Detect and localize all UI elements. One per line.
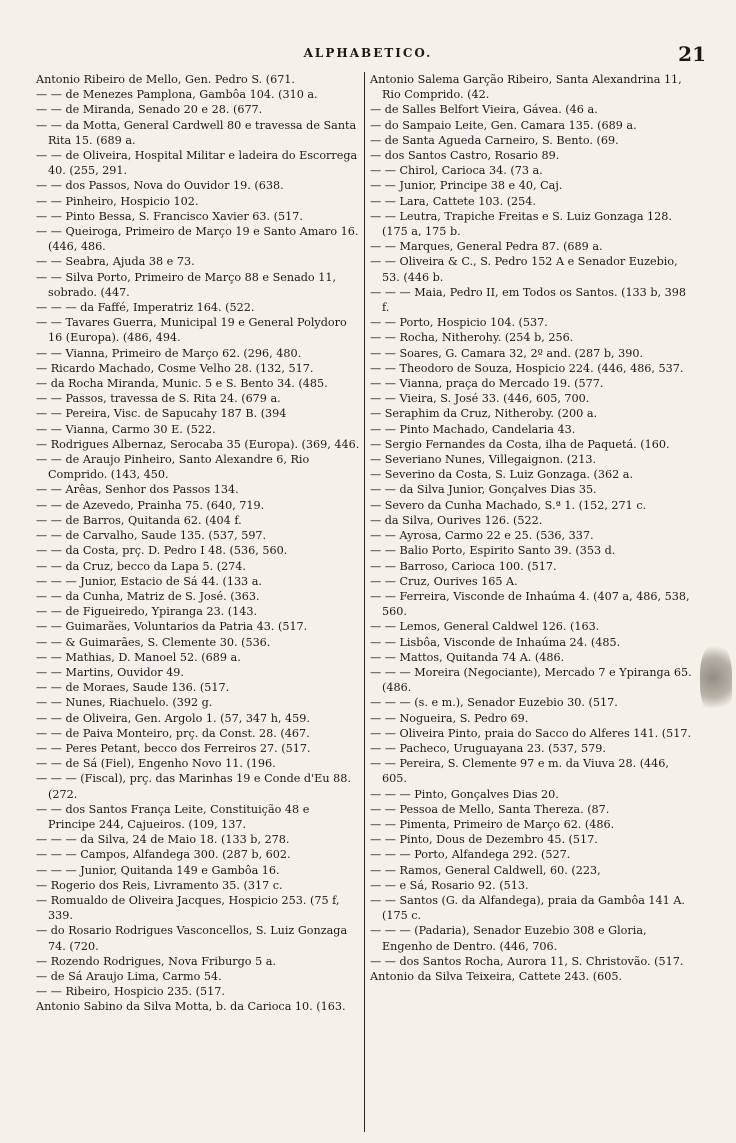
directory-entry: — — de Miranda, Senado 20 e 28. (677. [36,103,263,117]
directory-entry: — — Oliveira Pinto, praia do Sacco do Alferes 141. (517. [370,726,692,740]
directory-entry: — — de Menezes Pamplona, Gambôa 104. (310 a. [36,88,318,102]
margin-stain-mark [700,645,732,717]
directory-entry: — — da Cruz, becco da Lapa 5. (274. [36,559,246,573]
directory-entry: — — Ramos, General Caldwell, 60. (223, [370,863,601,877]
directory-entry: Antonio Sabino da Silva Motta, b. da Carioca 10. (163. [36,1000,346,1014]
directory-entry: — — de Araujo Pinheiro, Santo Alexandre 6, Rio Comprido. (143, 450. [36,453,310,482]
directory-entry: — — Balio Porto, Espirito Santo 39. (353 d. [370,544,616,558]
directory-entry: — — Cruz, Ourives 165 A. [370,574,518,588]
directory-entry: — — — da Silva, 24 de Maio 18. (133 b, 278. [36,833,290,847]
directory-entry: — — Pinto Machado, Candelaria 43. [370,422,576,436]
directory-entry: — Severo da Cunha Machado, S.ª 1. (152, 271 c. [370,498,647,512]
directory-entry: — — da Motta, General Cardwell 80 e travessa de Santa Rita 15. (689 a. [36,118,357,147]
directory-entry: — — dos Santos Rocha, Aurora 11, S. Christovão. (517. [370,954,684,968]
directory-entry: — da Rocha Miranda, Munic. 5 e S. Bento 34. (485. [36,377,328,391]
directory-entry: — do Rosario Rodrigues Vasconcellos, S. Luiz Gonzaga 74. (720. [36,924,348,953]
directory-entry: — Severino da Costa, S. Luiz Gonzaga. (362 a. [370,468,634,482]
directory-entry: — — Pinto Bessa, S. Francisco Xavier 63. (517. [36,209,303,223]
left-column [36,72,360,1015]
directory-entry: — de Sá Araujo Lima, Carmo 54. [36,969,222,983]
directory-entry: — — dos Santos França Leite, Constituição 48 e Principe 244, Cajueiros. (109, 137. [36,802,310,831]
directory-entry: — — — Junior, Quitanda 149 e Gambôa 16. [36,863,280,877]
directory-entry: — — — da Faffé, Imperatriz 164. (522. [36,301,255,315]
directory-entry: — — Pinheiro, Hospicio 102. [36,194,199,208]
directory-entry: — — de Oliveira, Hospital Militar e ladeira do Escorrega 40. (255, 291. [36,149,358,178]
directory-entry: Antonio Salema Garção Ribeiro, Santa Alexandrina 11, Rio Comprido. (42. [370,73,682,102]
directory-entry: — — de Moraes, Saude 136. (517. [36,681,230,695]
directory-entry: — — — (Padaria), Senador Euzebio 308 e Gloria, Engenho de Dentro. (446, 706. [370,924,647,953]
directory-entry: Antonio Ribeiro de Mello, Gen. Pedro S. (671. [36,73,295,86]
directory-entry: — — de Sá (Fiel), Engenho Novo 11. (196. [36,757,276,771]
directory-entry: — — Pimenta, Primeiro de Março 62. (486. [370,817,615,831]
directory-entry: — — — Campos, Alfandega 300. (287 b, 602. [36,848,291,862]
directory-entry: — Sergio Fernandes da Costa, ilha de Paquetá. (160. [370,437,670,451]
directory-entry: — — — (s. e m.), Senador Euzebio 30. (517. [370,696,618,710]
directory-entry: — — da Costa, prç. D. Pedro I 48. (536, 560. [36,544,288,558]
directory-entry: — — Ribeiro, Hospicio 235. (517. [36,985,225,999]
directory-entry: — da Silva, Ourives 126. (522. [370,513,543,527]
page-number: 21 [678,42,706,66]
directory-entry: — — Barroso, Carioca 100. (517. [370,559,557,573]
directory-entry: — — dos Passos, Nova do Ouvidor 19. (638. [36,179,284,193]
directory-entry: — — Mathias, D. Manoel 52. (689 a. [36,650,241,664]
directory-entry: — — Pereira, Visc. de Sapucahy 187 B. (394 [36,407,287,421]
directory-entry: — — — Junior, Estacio de Sá 44. (133 a. [36,574,262,588]
directory-entry: — — Oliveira & C., S. Pedro 152 A e Senador Euzebio, 53. (446 b. [370,255,678,284]
directory-entry: — — Tavares Guerra, Municipal 19 e General Polydoro 16 (Europa). (486, 494. [36,316,347,345]
directory-entry: — — Pinto, Dous de Dezembro 45. (517. [370,833,598,847]
directory-entry: — — Vieira, S. José 33. (446, 605, 700. [370,392,590,406]
directory-entry: — Rogerio dos Reis, Livramento 35. (317 c. [36,878,283,892]
directory-entry: — — Pacheco, Uruguayana 23. (537, 579. [370,741,606,755]
directory-entry: — — Chirol, Carioca 34. (73 a. [370,164,543,178]
column-divider [364,72,365,1132]
entries-area [36,72,696,1132]
directory-entry: — — Guimarães, Voluntarios da Patria 43. (517. [36,620,308,634]
directory-entry: — — da Silva Junior, Gonçalves Dias 35. [370,483,597,497]
directory-entry: — — Arêas, Senhor dos Passos 134. [36,483,239,497]
directory-entry: — — Lara, Cattete 103. (254. [370,194,536,208]
directory-entry: — — — Moreira (Negociante), Mercado 7 e Ypiranga 65. (486. [370,665,692,695]
directory-entry: — — Vianna, Primeiro de Março 62. (296, 480. [36,346,302,360]
directory-entry: — — Santos (G. da Alfandega), praia da Gambôa 141 A. (175 c. [370,893,685,923]
directory-entry: — — de Carvalho, Saude 135. (537, 597. [36,529,267,543]
directory-entry: — Rozendo Rodrigues, Nova Friburgo 5 a. [36,954,276,968]
directory-entry: — dos Santos Castro, Rosario 89. [370,149,560,163]
directory-entry: — — Silva Porto, Primeiro de Março 88 e Senado 11, sobrado. (447. [36,270,336,299]
directory-entry: — — Queiroga, Primeiro de Março 19 e Santo Amaro 16. (446, 486. [36,225,359,254]
directory-entry: — de Salles Belfort Vieira, Gávea. (46 a. [370,103,598,117]
directory-entry: — — Marques, General Pedra 87. (689 a. [370,240,603,254]
directory-entry: — — de Azevedo, Prainha 75. (640, 719. [36,498,265,512]
directory-entry: — — Mattos, Quitanda 74 A. (486. [370,650,565,664]
directory-entry: — — Peres Petant, becco dos Ferreiros 27. (517. [36,741,311,755]
directory-entry: — Romualdo de Oliveira Jacques, Hospicio 253. (75 f, 339. [36,893,340,923]
directory-entry: — — — Porto, Alfandega 292. (527. [370,848,571,862]
directory-entry: — Seraphim da Cruz, Nitheroby. (200 a. [370,407,598,421]
directory-entry: — — — Maia, Pedro II, em Todos os Santos. (133 b, 398 f. [370,285,686,315]
directory-entry: — — Pessoa de Mello, Santa Thereza. (87. [370,802,610,816]
directory-entry: — — da Cunha, Matriz de S. José. (363. [36,589,260,603]
directory-entry: — — de Figueiredo, Ypiranga 23. (143. [36,605,258,619]
directory-entry: — — Theodoro de Souza, Hospicio 224. (446, 486, 537. [370,361,684,375]
right-column [370,72,694,984]
directory-entry: — — — Pinto, Gonçalves Dias 20. [370,787,559,801]
directory-entry: — — Soares, G. Camara 32, 2º and. (287 b, 390. [370,346,644,360]
directory-entry: — — Nunes, Riachuelo. (392 g. [36,696,213,710]
directory-entry: — — de Barros, Quitanda 62. (404 f. [36,513,242,527]
directory-entry: — Severiano Nunes, Villegaignon. (213. [370,453,597,467]
directory-entry: — — Leutra, Trapiche Freitas e S. Luiz Gonzaga 128. (175 a, 175 b. [370,209,672,239]
directory-entry: — — Porto, Hospicio 104. (537. [370,316,548,330]
directory-entry: — — Passos, travessa de S. Rita 24. (679 a. [36,392,281,406]
directory-entry: — — Lemos, General Caldwel 126. (163. [370,620,600,634]
page-header [0,42,736,68]
directory-entry: — — Ayrosa, Carmo 22 e 25. (536, 337. [370,529,594,543]
directory-entry: — — Lisbôa, Visconde de Inhaúma 24. (485. [370,635,621,649]
directory-entry: — — Nogueira, S. Pedro 69. [370,711,529,725]
directory-entry: — Rodrigues Albernaz, Serocaba 35 (Europa). (369, 446. [36,437,360,451]
directory-entry: — de Santa Agueda Carneiro, S. Bento. (69. [370,133,619,147]
directory-entry: — — Martins, Ouvidor 49. [36,665,184,679]
directory-entry: — — Rocha, Nitherohy. (254 b, 256. [370,331,574,345]
directory-entry: — — de Paiva Monteiro, prç. da Const. 28. (467. [36,726,310,740]
running-title: ALPHABETICO. [303,46,433,60]
directory-entry: — Ricardo Machado, Cosme Velho 28. (132, 517. [36,361,314,375]
directory-entry: — — & Guimarães, S. Clemente 30. (536. [36,635,271,649]
directory-entry: — — e Sá, Rosario 92. (513. [370,878,529,892]
directory-entry: — — — (Fiscal), prç. das Marinhas 19 e Conde d'Eu 88. (272. [36,772,351,801]
directory-entry: — — de Oliveira, Gen. Argolo 1. (57, 347 h, 459. [36,711,310,725]
directory-entry: Antonio da Silva Teixeira, Cattete 243. (605. [370,969,623,983]
directory-entry: — — Pereira, S. Clemente 97 e m. da Viuva 28. (446, 605. [370,757,669,786]
directory-entry: — — Ferreira, Visconde de Inhaúma 4. (407 a, 486, 538, 560. [370,589,690,619]
directory-entry: — do Sampaio Leite, Gen. Camara 135. (689 a. [370,118,637,132]
directory-entry: — — Junior, Principe 38 e 40, Caj. [370,179,563,193]
directory-entry: — — Seabra, Ajuda 38 e 73. [36,255,195,269]
directory-entry: — — Vianna, praça do Mercado 19. (577. [370,377,604,391]
directory-entry: — — Vianna, Carmo 30 E. (522. [36,422,216,436]
